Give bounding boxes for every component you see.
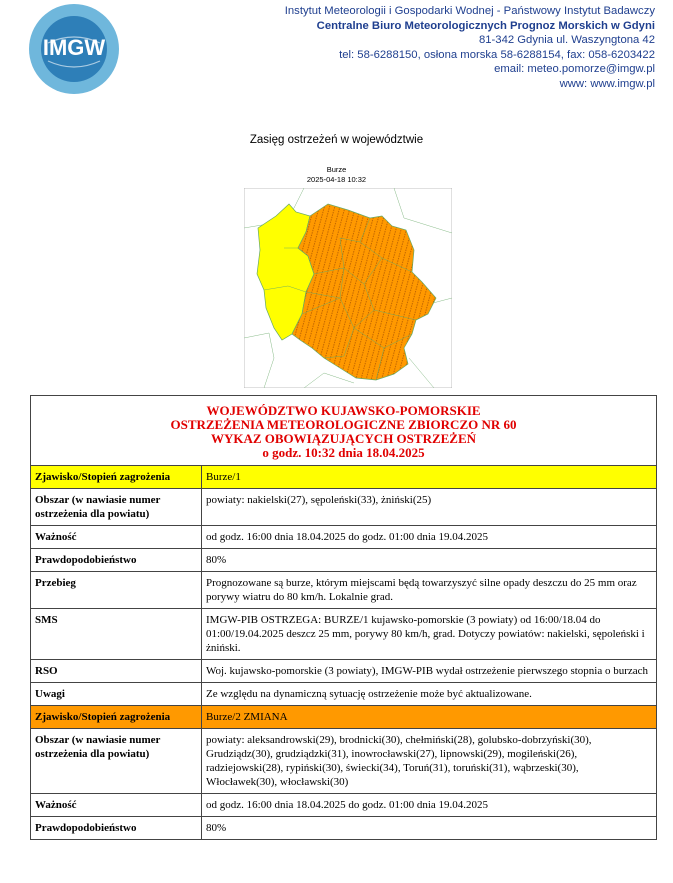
row-value: Burze/2 ZMIANA: [202, 706, 657, 729]
row-value: Burze/1: [202, 466, 657, 489]
row-label: Uwagi: [31, 683, 202, 706]
warning-map-svg: [244, 188, 452, 388]
title-timestamp: o godz. 10:32 dnia 18.04.2025: [262, 445, 425, 460]
row-value: Ze względu na dynamiczną sytuację ostrzeżenie może być aktualizowane.: [202, 683, 657, 706]
table-row: [31, 609, 657, 660]
row-label: Zjawisko/Stopień zagrożenia: [31, 706, 202, 729]
org-name: Instytut Meteorologii i Gospodarki Wodnej - Państwowy Instytut Badawczy: [284, 5, 655, 17]
row-value: od godz. 16:00 dnia 18.04.2025 do godz. 01:00 dnia 19.04.2025: [202, 526, 657, 549]
table-row: [31, 794, 657, 817]
row-value: IMGW-PIB OSTRZEGA: BURZE/1 kujawsko-pomorskie (3 powiaty) od 16:00/18.04 do 01:00/19.04.2025 deszcz 25 mm, porywy 80 km/h, grad. Dotyczy powiatów: nakielski, sępoleński i żniński.: [202, 609, 657, 660]
table-row: [31, 817, 657, 840]
table-row: [31, 660, 657, 683]
table-row: [31, 466, 657, 489]
table-row: [31, 572, 657, 609]
title-voivodeship: WOJEWÓDZTWO KUJAWSKO-POMORSKIE: [206, 403, 481, 418]
table-row: [31, 729, 657, 794]
row-value: od godz. 16:00 dnia 18.04.2025 do godz. 01:00 dnia 19.04.2025: [202, 794, 657, 817]
row-value: powiaty: aleksandrowski(29), brodnicki(30), chełmiński(28), golubsko-dobrzyński(30), Grudziądz(30), grudziądzki(31), inowrocławski(27), lipnowski(29), mogileński(26), radziejowski(28), rypiński(30), świecki(34), Toruń(31), toruński(31), wąbrzeski(30), Włocławek(30), włocławski(30): [202, 729, 657, 794]
org-phone: tel: 58-6288150, osłona morska 58-6288154, fax: 058-6203422: [339, 48, 655, 61]
org-email[interactable]: email: meteo.pomorze@imgw.pl: [494, 63, 655, 76]
svg-text:IMGW: IMGW: [42, 35, 106, 60]
row-label: Ważność: [31, 526, 202, 549]
map-phenomenon: Burze: [326, 165, 347, 174]
title-bulletin: OSTRZEŻENIA METEOROLOGICZNE ZBIORCZO NR 60: [170, 417, 517, 432]
row-value: Prognozowane są burze, którym miejscami będą towarzyszyć silne opady deszczu do 25 mm oraz porywy wiatru do 80 km/h. Lokalnie grad.: [202, 572, 657, 609]
row-value: 80%: [202, 817, 657, 840]
document-header: [0, 0, 673, 120]
table-title: [31, 396, 657, 466]
row-label: RSO: [31, 660, 202, 683]
row-label: Obszar (w nawiasie numer ostrzeżenia dla powiatu): [31, 729, 202, 794]
map-datetime: 2025-04-18 10:32: [306, 175, 367, 184]
warning-map: [244, 188, 452, 388]
row-value: powiaty: nakielski(27), sępoleński(33), żniński(25): [202, 489, 657, 526]
row-label: SMS: [31, 609, 202, 660]
organization-info: [285, 4, 655, 92]
row-label: Prawdopodobieństwo: [31, 817, 202, 840]
title-list: WYKAZ OBOWIĄZUJĄCYCH OSTRZEŻEŃ: [210, 431, 477, 446]
table-row: [31, 706, 657, 729]
table-row: [31, 549, 657, 572]
row-label: Prawdopodobieństwo: [31, 549, 202, 572]
row-label: Obszar (w nawiasie numer ostrzeżenia dla powiatu): [31, 489, 202, 526]
imgw-logo: [28, 3, 120, 95]
row-value: 80%: [202, 549, 657, 572]
row-label: Zjawisko/Stopień zagrożenia: [31, 466, 202, 489]
org-website[interactable]: www: www.imgw.pl: [559, 77, 655, 90]
row-label: Przebieg: [31, 572, 202, 609]
row-label: Ważność: [31, 794, 202, 817]
map-title: Zasięg ostrzeżeń w województwie: [249, 134, 424, 146]
org-department: Centralne Biuro Meteorologicznych Prognoz Morskich w Gdyni: [316, 19, 655, 32]
table-row: [31, 489, 657, 526]
org-address: 81-342 Gdynia ul. Waszyngtona 42: [478, 34, 655, 47]
row-value: Woj. kujawsko-pomorskie (3 powiaty), IMGW-PIB wydał ostrzeżenie pierwszego stopnia o burzach: [202, 660, 657, 683]
warnings-table: [30, 395, 657, 840]
table-row: [31, 526, 657, 549]
table-row: [31, 683, 657, 706]
